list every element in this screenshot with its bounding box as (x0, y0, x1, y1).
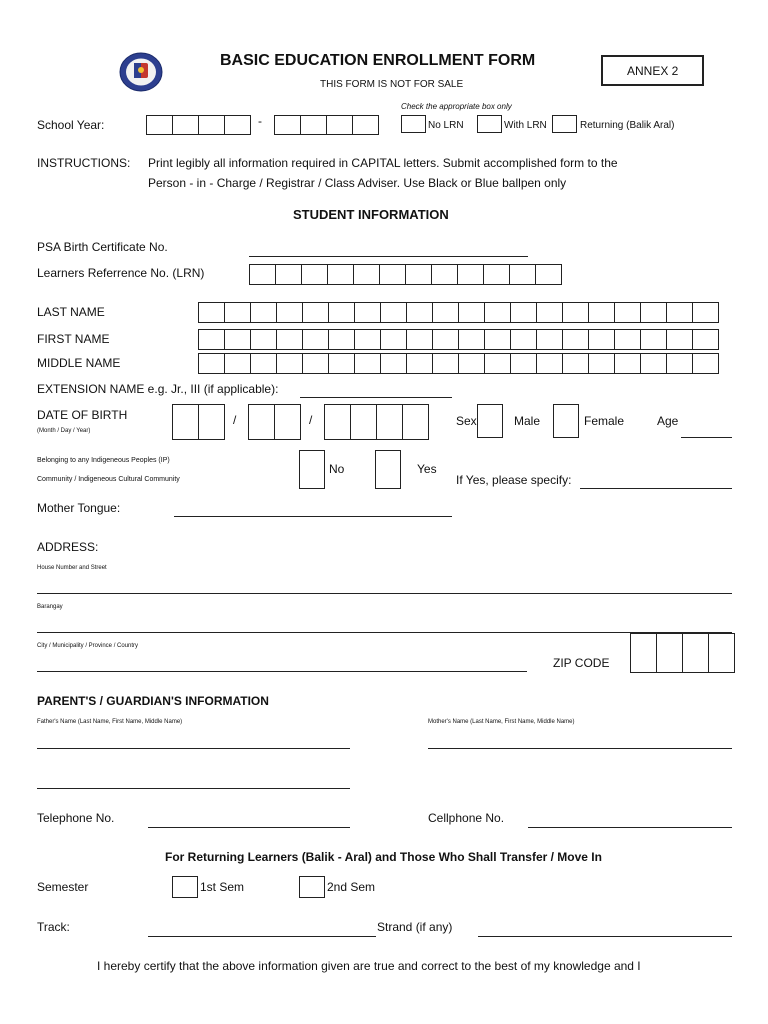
telephone-label: Telephone No. (37, 811, 115, 825)
no-lrn-checkbox[interactable] (401, 115, 426, 133)
track-label: Track: (37, 920, 70, 934)
sem2-checkbox[interactable] (299, 876, 325, 898)
sem1-checkbox[interactable] (172, 876, 198, 898)
ip-specify-label: If Yes, please specify: (456, 473, 572, 487)
form-subtitle: THIS FORM IS NOT FOR SALE (320, 79, 464, 90)
cellphone-line[interactable] (528, 827, 732, 828)
guardian-line[interactable] (37, 788, 350, 789)
psa-input-line[interactable] (249, 256, 528, 257)
no-lrn-label: No LRN (428, 120, 464, 131)
cellphone-label: Cellphone No. (428, 811, 505, 825)
first-name-cells[interactable] (198, 329, 719, 350)
mother-label: Mother's Name (Last Name, First Name, Middle Name) (428, 719, 575, 725)
dob-day-cells[interactable] (248, 404, 301, 440)
mother-line[interactable] (428, 748, 732, 749)
lrn-label: Learners Referrence No. (LRN) (37, 266, 205, 280)
last-name-label: LAST NAME (37, 305, 105, 319)
returning-label: Returning (Balik Aral) (580, 120, 675, 131)
ip-no-label: No (329, 462, 345, 476)
check-note: Check the appropriate box only (401, 102, 512, 111)
mother-tongue-line[interactable] (174, 516, 452, 517)
barangay-line[interactable] (37, 632, 732, 633)
father-label: Father's Name (Last Name, First Name, Middle Name) (37, 719, 183, 725)
ip-label-line2: Community / Indigeneous Cultural Community (37, 476, 180, 483)
female-checkbox[interactable] (553, 404, 579, 438)
dob-label: DATE OF BIRTH (37, 408, 128, 422)
school-year-start-cells[interactable] (146, 115, 251, 135)
first-name-label: FIRST NAME (37, 332, 110, 346)
lrn-cells[interactable] (249, 264, 562, 285)
returning-heading: For Returning Learners (Balik - Aral) and Those Who Shall Transfer / Move In (165, 850, 602, 864)
city-line[interactable] (37, 671, 527, 672)
school-year-end-cells[interactable] (274, 115, 379, 135)
zip-label: ZIP CODE (553, 656, 610, 670)
house-label: House Number and Street (37, 565, 107, 571)
student-info-heading: STUDENT INFORMATION (293, 207, 449, 222)
female-label: Female (584, 414, 625, 428)
parents-heading: PARENT'S / GUARDIAN'S INFORMATION (37, 694, 269, 708)
instructions-line1: Print legibly all information required in CAPITAL letters. Submit accomplished form to the (148, 156, 618, 170)
barangay-label: Barangay (37, 604, 63, 610)
father-line[interactable] (37, 748, 350, 749)
strand-line[interactable] (478, 936, 732, 937)
dob-year-cells[interactable] (324, 404, 429, 440)
extension-name-label: EXTENSION NAME e.g. Jr., III (if applicable): (37, 382, 279, 396)
certification-text: I hereby certify that the above information given are true and correct to the best of my knowledge and I (97, 959, 641, 973)
strand-label: Strand (if any) (377, 920, 453, 934)
returning-checkbox[interactable] (552, 115, 577, 133)
dob-hint: (Month / Day / Year) (37, 428, 91, 434)
sem2-label: 2nd Sem (327, 880, 376, 894)
extension-name-line[interactable] (300, 397, 452, 398)
sem1-label: 1st Sem (200, 880, 245, 894)
with-lrn-label: With LRN (504, 120, 547, 131)
middle-name-cells[interactable] (198, 353, 719, 374)
psa-label: PSA Birth Certificate No. (37, 240, 168, 254)
ip-yes-checkbox[interactable] (375, 450, 401, 489)
ip-specify-line[interactable] (580, 488, 732, 489)
dob-slash-2: / (309, 413, 313, 427)
age-line[interactable] (681, 437, 732, 438)
sex-label: Sex (456, 414, 477, 428)
with-lrn-checkbox[interactable] (477, 115, 502, 133)
zip-cells[interactable] (630, 633, 735, 673)
male-label: Male (514, 414, 541, 428)
annex-label: ANNEX 2 (627, 64, 679, 78)
ip-yes-label: Yes (417, 462, 437, 476)
last-name-cells[interactable] (198, 302, 719, 323)
middle-name-label: MIDDLE NAME (37, 356, 121, 370)
instructions-line2: Person - in - Charge / Registrar / Class Adviser. Use Black or Blue ballpen only (148, 176, 567, 190)
ip-label-line1: Belonging to any Indigeneous Peoples (IP) (37, 457, 170, 464)
city-label: City / Municipality / Province / Country (37, 643, 139, 649)
semester-label: Semester (37, 880, 89, 894)
age-label: Age (657, 414, 679, 428)
instructions-label: INSTRUCTIONS: (37, 156, 131, 170)
deped-seal-icon (118, 52, 164, 92)
address-label: ADDRESS: (37, 540, 99, 554)
form-title: BASIC EDUCATION ENROLLMENT FORM (220, 52, 536, 69)
dob-month-cells[interactable] (172, 404, 225, 440)
school-year-label: School Year: (37, 118, 105, 132)
telephone-line[interactable] (148, 827, 350, 828)
dob-slash-1: / (233, 413, 237, 427)
ip-no-checkbox[interactable] (299, 450, 325, 489)
track-line[interactable] (148, 936, 376, 937)
mother-tongue-label: Mother Tongue: (37, 501, 121, 515)
school-year-dash: - (258, 114, 262, 128)
male-checkbox[interactable] (477, 404, 503, 438)
house-line[interactable] (37, 593, 732, 594)
